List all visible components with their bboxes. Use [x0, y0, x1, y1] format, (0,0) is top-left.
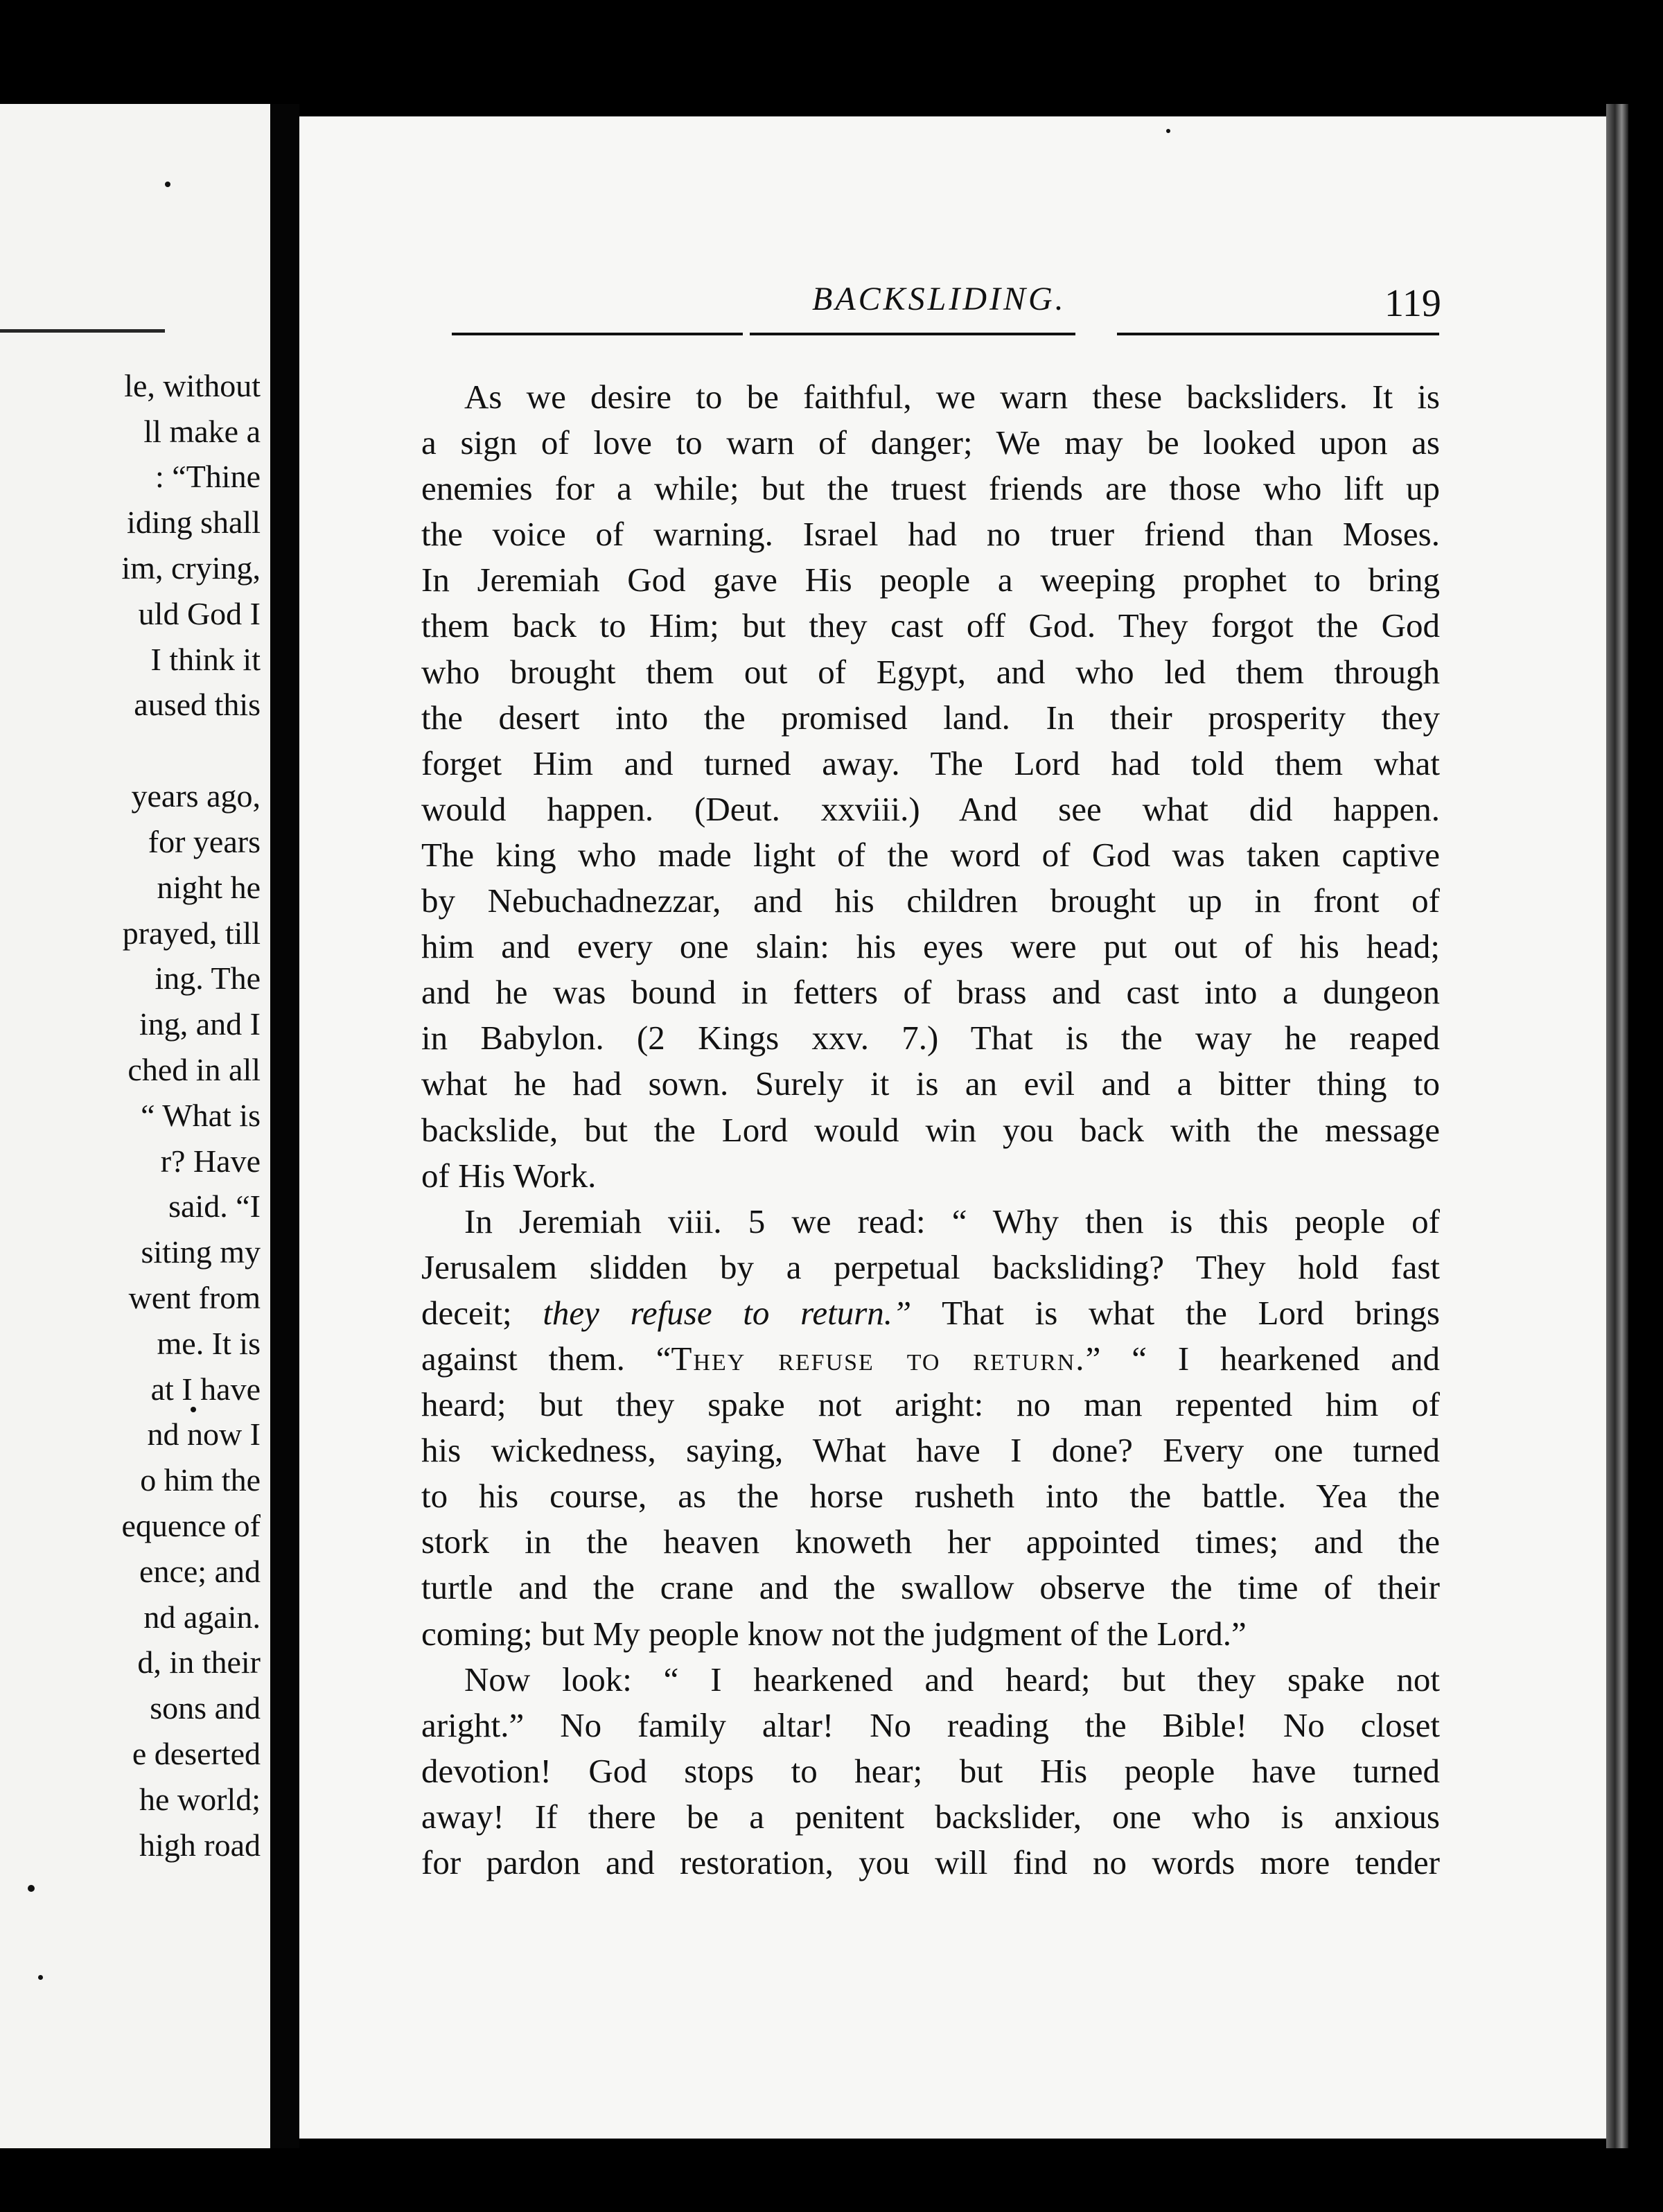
running-head: BACKSLIDING.	[812, 281, 1066, 317]
text-line: a sign of love to warn of danger; We may be looked upon as	[421, 423, 1440, 462]
text-line: what he had sown. Surely it is an evil and a bitter thing to	[421, 1064, 1440, 1103]
text-line: In Jeremiah God gave His people a weeping prophet to bring	[421, 561, 1440, 599]
facing-line: years ago,	[131, 778, 261, 814]
text-line: turtle and the crane and the swallow observe the time of their	[421, 1568, 1440, 1607]
facing-line: I think it	[150, 642, 261, 677]
text-line: him and every one slain: his eyes were put out of his head;	[421, 927, 1440, 966]
facing-line: le, without	[124, 368, 261, 403]
speck	[28, 1885, 35, 1892]
facing-line: ing. The	[155, 960, 261, 996]
page-edge	[1606, 104, 1628, 2148]
text-line: away! If there be a penitent backslider, one who is anxious	[421, 1797, 1440, 1836]
facing-line: : “Thine	[155, 459, 261, 494]
speck	[38, 1975, 43, 1980]
facing-line: for years	[148, 824, 261, 859]
text-line: would happen. (Deut. xxviii.) And see what did happen.	[421, 789, 1440, 828]
facing-line: ched in all	[127, 1052, 261, 1087]
header-rule	[452, 333, 1439, 335]
facing-line: r? Have	[160, 1143, 261, 1179]
text-line: Now look: “ I hearkened and heard; but they spake not	[464, 1660, 1440, 1698]
text-line: forget Him and turned away. The Lord had told them what	[421, 744, 1440, 782]
text-line: stork in the heaven knoweth her appointed times; and the	[421, 1522, 1440, 1561]
facing-line: high road	[139, 1827, 261, 1863]
italic-run: they refuse to return.”	[543, 1293, 912, 1332]
text-line: the desert into the promised land. In their prosperity they	[421, 698, 1440, 737]
text-line: in Babylon. (2 Kings xxv. 7.) That is the way he reaped	[421, 1019, 1440, 1057]
book-gutter	[272, 104, 299, 2148]
text-line: Jerusalem slidden by a perpetual backsliding? They hold fast	[421, 1247, 1440, 1286]
text-run: deceit;	[421, 1293, 512, 1332]
text-run: ” “ I hearkened and	[1085, 1339, 1440, 1378]
facing-line: “ What is	[141, 1098, 261, 1133]
facing-line: ing, and I	[139, 1006, 261, 1042]
facing-line: went from	[128, 1280, 261, 1315]
page-number: 119	[1384, 282, 1441, 325]
text-line: for pardon and restoration, you will find no words more tender	[421, 1843, 1440, 1881]
facing-line: uld God I	[138, 596, 261, 631]
text-line: The king who made light of the word of God was taken captive	[421, 835, 1440, 874]
facing-line: e deserted	[132, 1736, 261, 1771]
facing-line: equence of	[121, 1508, 261, 1543]
facing-line: sons and	[150, 1690, 261, 1726]
facing-line: ence; and	[139, 1554, 261, 1589]
text-line: his wickedness, saying, What have I done? Every one turned	[421, 1431, 1440, 1470]
text-run: That is what the Lord brings	[942, 1293, 1440, 1332]
text-line: devotion! God stops to hear; but His people have turned	[421, 1751, 1440, 1790]
facing-line: me. It is	[157, 1326, 261, 1361]
speck	[1166, 129, 1170, 133]
page-body	[421, 374, 1440, 1886]
facing-line: o him the	[140, 1462, 261, 1498]
text-line: and he was bound in fetters of brass and cast into a dungeon	[421, 973, 1440, 1012]
text-line: by Nebuchadnezzar, and his children brought up in front of	[421, 881, 1440, 920]
text-line: who brought them out of Egypt, and who led them through	[421, 652, 1440, 691]
facing-line: nd now I	[147, 1416, 261, 1452]
facing-line: im, crying,	[121, 550, 261, 586]
small-caps-run: They refuse to return.	[671, 1339, 1086, 1378]
speck	[165, 182, 170, 187]
facing-line: night he	[157, 870, 261, 905]
speck	[191, 1407, 196, 1412]
text-line-mixed	[421, 1336, 1440, 1382]
facing-line: d, in their	[137, 1644, 261, 1680]
facing-line: said. “I	[168, 1188, 261, 1224]
text-line: the voice of warning. Israel had no truer friend than Moses.	[421, 515, 1440, 554]
text-line: to his course, as the horse rusheth into the battle. Yea the	[421, 1477, 1440, 1516]
text-line: enemies for a while; but the truest friends are those who lift up	[421, 469, 1440, 508]
text-line: aright.” No family altar! No reading the Bible! No closet	[421, 1705, 1440, 1744]
facing-line: ll make a	[143, 414, 261, 449]
text-line: them back to Him; but they cast off God. They forgot the God	[421, 606, 1440, 645]
facing-page-rule	[0, 329, 165, 333]
text-line: heard; but they spake not aright: no man repented him of	[421, 1385, 1440, 1424]
facing-page	[0, 104, 270, 2148]
facing-line: he world;	[139, 1782, 261, 1817]
facing-line: siting my	[141, 1234, 261, 1270]
text-line-mixed	[421, 1290, 1440, 1336]
text-line: As we desire to be faithful, we warn these backsliders. It is	[464, 378, 1440, 416]
text-line: backslide, but the Lord would win you back with the message	[421, 1110, 1440, 1149]
text-line: coming; but My people know not the judgment of the Lord.”	[421, 1614, 1247, 1653]
facing-line: aused this	[134, 687, 261, 722]
text-line: of His Work.	[421, 1156, 597, 1195]
facing-line: prayed, till	[122, 915, 261, 951]
text-line: In Jeremiah viii. 5 we read: “ Why then is this people of	[464, 1202, 1440, 1240]
facing-line: iding shall	[127, 504, 261, 540]
facing-line: nd again.	[143, 1599, 261, 1635]
facing-line: at I have	[150, 1371, 261, 1407]
text-run: against them. “	[421, 1339, 671, 1378]
